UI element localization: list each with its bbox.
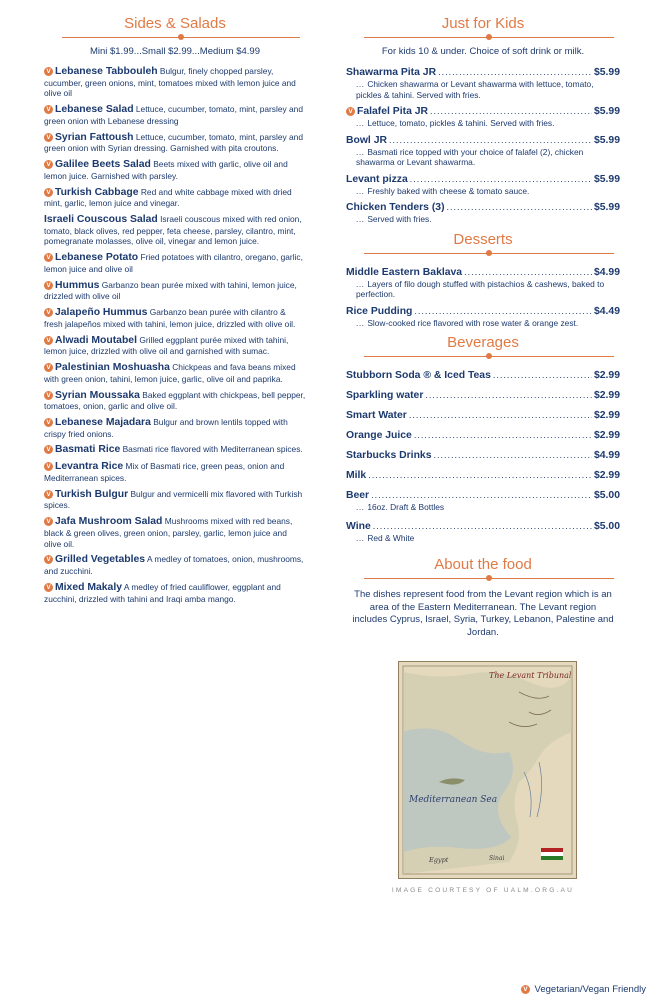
item-description: Garbanzo bean purée with cilantro & fresh jalapeños mixed with tahini, lemon juice, drizzled with olive oil. [44,307,296,329]
legend [521,984,646,995]
menu-item [346,134,620,168]
item-price: $5.00 [593,490,620,501]
kids-list [346,66,620,225]
menu-item [346,66,620,100]
item-name-text: Falafel Pita JR [357,106,429,117]
dot-leader [368,469,592,482]
item-name: Hummus [55,279,100,291]
item-price: $2.99 [593,470,620,481]
item-name: Basmati Rice [55,444,121,456]
item-description: Lettuce, cucumber, tomato, mint, parsley and green onion with Lebanese dressing [44,104,303,126]
vegetarian-icon: V [44,363,53,372]
menu-item [346,266,620,300]
item-description [346,186,620,197]
item-price: $5.99 [593,134,620,146]
description-leader: ... [356,317,368,328]
kids-title: Just for Kids [441,15,525,32]
item-name-text: Smart Water [346,410,407,421]
item-description-text: Basmati rice topped with your choice of falafel (2), chicken shawarma or Levant shawarma. [356,146,584,167]
vegetarian-icon: V [44,555,53,564]
item-description-text: Chicken shawarma or Levant shawarma with lettuce, tomato, pickles & tahini. Served with fries. [356,79,594,100]
image-credit: IMAGE COURTESY OF UALM.ORG.AU [391,887,575,894]
vegetarian-icon: V [44,133,53,142]
item-description: Grilled eggplant purée mixed with tahini, lemon juice, drizzled with olive oil and garnished with sumac. [44,334,289,357]
description-leader: ... [356,214,368,224]
description-leader: ... [356,502,368,512]
item-description: Israeli couscous mixed with red onion, tomato, black olives, red pepper, feta cheese, parsley, cilantro, mint, pomegranate molasses, olive oil, vinegar and lemon juice. [44,214,302,247]
item-name-text: Bowl JR [346,134,387,146]
item-name: Grilled Vegetables [55,554,146,566]
item-name-text: Sparkling water [346,390,424,401]
sides-list [44,66,306,604]
item-row [346,105,620,118]
description-leader: ... [356,278,368,289]
item-name [346,66,436,79]
item-description: Bulgur and brown lentils topped with crispy fried onions. [44,417,288,439]
desserts-title: Desserts [453,230,513,248]
right-column [346,14,620,639]
vegetarian-icon: V [44,490,53,499]
legend-text: Vegetarian/Vegan Friendly [534,984,646,995]
menu-item [44,461,306,483]
map-title: The Levant Tribunal [489,671,572,680]
dot-leader [373,520,592,533]
item-name: Turkish Bulgur [55,488,129,500]
menu-item [346,201,620,225]
item-name-text: Starbucks Drinks [346,450,432,461]
vegetarian-icon: V [346,107,355,116]
item-price: $2.99 [593,430,620,441]
menu-item [346,469,620,482]
item-description: Beets mixed with garlic, olive oil and lemon juice. Garnished with parsley. [44,159,288,181]
map-sea-label: Mediterranean Sea [409,795,498,805]
item-description [346,147,620,168]
item-description [346,502,620,513]
menu-item [44,335,306,357]
item-description-text: Slow-cooked rice flavored with rose water & orange zest. [367,317,579,328]
dot-leader [430,105,592,118]
item-name-text: Milk [346,470,367,481]
item-name: Lebanese Tabbouleh [55,66,158,77]
item-name: Jafa Mushroom Salad [55,516,163,528]
item-description: Lettuce, cucumber, tomato, mint, parsley and green onion with Syrian dressing. Garnished with pita croutons. [44,131,303,154]
map-label-sinai: Sinai [489,855,505,862]
item-description [346,533,620,544]
vegetarian-icon: V [44,336,53,345]
item-row [346,469,620,482]
vegetarian-icon: V [44,253,53,262]
menu-item [44,390,306,412]
item-name-text: Chicken Tenders (3) [346,202,445,213]
menu-item [44,159,306,181]
section-divider [364,253,614,258]
item-name [346,429,412,442]
item-description: Bulgur, finely chopped parsley, cucumber, green onions, mint, tomatoes mixed with lemon juice and olive oil [44,66,296,99]
item-price: $2.99 [593,410,620,421]
item-row [346,173,620,186]
dot-leader [410,173,592,186]
item-name-text: Orange Juice [346,430,412,441]
item-row [346,369,620,382]
item-description-text: 16oz. Draft & Bottles [367,502,445,512]
vegetarian-icon: V [44,445,53,454]
item-description: Garbanzo bean purée mixed with tahini, lemon juice, drizzled with olive oil [44,279,297,302]
item-price: $2.99 [593,370,620,381]
levant-map-image [398,661,577,879]
description-leader: ... [356,185,368,196]
item-name [346,520,371,533]
item-row [346,201,620,214]
item-row [346,305,620,318]
description-leader: ... [356,118,368,128]
menu-item [44,280,306,302]
menu-item [44,417,306,439]
item-name: Turkish Cabbage [55,186,139,198]
item-price: $5.00 [593,520,620,532]
item-description: Chickpeas and fava beans mixed with green onion, tahini, lemon juice, garlic, olive oil and paprika. [44,362,296,384]
item-name-text: Rice Pudding [346,305,413,317]
dot-leader [414,305,592,318]
item-description-text: Freshly baked with cheese & tomato sauce. [367,185,530,196]
vegetarian-icon: V [44,188,53,197]
beverages-title: Beverages [447,334,519,351]
dot-leader [447,201,592,214]
section-divider [364,37,614,42]
menu-item [346,429,620,442]
item-name: Lebanese Majadara [55,417,151,428]
item-row [346,409,620,422]
item-row [346,266,620,279]
item-row [346,520,620,533]
menu-item [346,520,620,544]
item-name: Syrian Fattoush [55,131,134,143]
item-description-text: Lettuce, tomato, pickles & tahini. Served with fries. [367,118,555,128]
item-name [346,173,408,186]
item-name: Mixed Makaly [55,581,122,593]
item-price: $2.99 [593,390,620,401]
section-divider [364,356,614,361]
map-label-egypt: Egypt [429,856,449,864]
item-description [346,79,620,100]
vegetarian-icon: V [44,462,53,471]
menu-item [346,389,620,402]
item-description [346,118,620,129]
dot-leader [371,489,592,502]
description-leader: ... [356,79,368,89]
item-description: Red and white cabbage mixed with dried mint, garlic, lemon juice and vinegar. [44,186,292,209]
item-row [346,66,620,79]
menu-item [346,173,620,197]
menu-item [346,369,620,382]
item-name [346,105,428,118]
item-name: Galilee Beets Salad [55,159,151,171]
item-description: Bulgur and vermicelli mix flavored with Turkish spices. [44,488,303,511]
desserts-list [346,266,620,329]
vegetarian-icon: V [44,308,53,317]
item-price: $4.99 [593,266,620,278]
item-name [346,449,431,462]
section-divider [364,578,614,583]
item-description: Fried potatoes with cilantro, oregano, garlic, lemon juice and olive oil [44,252,303,274]
menu-item [346,449,620,462]
item-row [346,134,620,147]
menu-item [44,362,306,384]
dot-leader [414,429,592,442]
item-price: $4.49 [593,305,620,317]
menu-item [44,582,306,604]
item-name-text: Middle Eastern Baklava [346,266,463,278]
item-name: Jalapeño Hummus [55,307,148,319]
about-title: About the food [434,556,532,573]
vegetarian-icon: V [44,160,53,169]
section-divider [62,37,300,42]
item-name [346,369,491,382]
menu-item [44,489,306,511]
sides-salads-title: Sides & Salads [124,15,226,32]
vegetarian-icon: V [44,67,53,76]
description-leader: ... [356,146,368,157]
menu-item [346,489,620,513]
item-price: $5.99 [593,106,620,117]
dot-leader [389,134,592,147]
dot-leader [433,449,592,462]
item-description: Mix of Basmati rice, green peas, onion and Mediterranean spices. [44,461,285,483]
vegetarian-icon: V [44,583,53,592]
menu-item [346,409,620,422]
item-description [346,214,620,225]
item-name: Lebanese Potato [55,252,139,264]
beverages-list [346,369,620,543]
dot-leader [425,389,592,402]
item-description-text: Served with fries. [367,214,432,224]
vegetarian-icon: V [44,105,53,114]
item-name-text: Levant pizza [346,173,408,185]
vegetarian-icon: V [44,418,53,427]
item-name [346,489,369,502]
menu-item [44,66,306,99]
item-description: Basmati rice flavored with Mediterranean spices. [122,444,303,455]
item-name [346,389,423,402]
item-name: Israeli Couscous Salad [44,214,158,226]
item-name-text: Stubborn Soda ® & Iced Teas [346,370,491,381]
item-name [346,469,366,482]
menu-item [44,252,306,274]
item-name: Lebanese Salad [55,104,134,116]
item-price: $4.99 [593,450,620,461]
item-name-text: Beer [346,490,370,501]
menu-item [44,444,306,456]
menu-item [346,305,620,329]
item-description: A medley of tomatoes, onion, mushrooms, and zucchini. [44,554,304,577]
item-price: $5.99 [593,202,620,213]
menu-item [44,132,306,154]
item-price: $5.99 [593,173,620,185]
item-row [346,489,620,502]
item-description: Baked eggplant with chickpeas, bell pepper, tomatoes, onion, garlic and olive oil. [44,389,306,412]
item-name-text: Wine [346,520,371,532]
item-description-text: Layers of filo dough stuffed with pistachios & cashews, baked to perfection. [356,278,605,299]
item-row [346,389,620,402]
sides-pricing: Mini $1.99...Small $2.99...Medium $4.99 [89,46,261,57]
menu-item [44,104,306,126]
about-text: The dishes represent food from the Levant region which is an area of the Eastern Mediterranean. The Levant region includes Cyprus, Israel, Syria, Turkey, Lebanon, Palestine and Jordan. [352,589,614,638]
item-name [346,134,387,147]
item-description [346,279,620,300]
vegetarian-icon: V [44,517,53,526]
kids-subtitle: For kids 10 & under. Choice of soft drink or milk. [381,46,585,57]
vegetarian-icon: V [44,391,53,400]
item-name [346,409,407,422]
item-description [346,318,620,329]
item-name: Alwadi Moutabel [55,334,137,346]
sides-salads-column [44,14,306,609]
item-name: Syrian Moussaka [55,389,140,401]
item-name: Levantra Rice [55,461,124,473]
vegetarian-icon: V [521,985,530,994]
item-description: A medley of fried cauliflower, eggplant and zucchini, drizzled with tahini and Iraqi amba mango. [44,581,281,604]
description-leader: ... [356,532,368,543]
item-name [346,201,445,214]
menu-item [44,516,306,549]
item-description-text: Red & White [367,532,415,543]
item-name [346,305,412,318]
item-name: Palestinian Moshuasha [55,362,170,374]
item-name-text: Shawarma Pita JR [346,67,437,78]
item-description: Mushrooms mixed with red beans, black & green olives, green onion, parsley, garlic, lemon juice and olive oil. [44,516,293,549]
menu-item [44,187,306,209]
item-name [346,266,462,279]
menu-item [346,105,620,129]
item-row [346,449,620,462]
dot-leader [493,369,592,382]
dot-leader [438,66,592,79]
dot-leader [464,266,592,279]
item-row [346,429,620,442]
item-price: $5.99 [593,67,620,78]
menu-item [44,554,306,576]
vegetarian-icon: V [44,281,53,290]
menu-item [44,307,306,329]
dot-leader [409,409,592,422]
menu-item [44,214,306,247]
